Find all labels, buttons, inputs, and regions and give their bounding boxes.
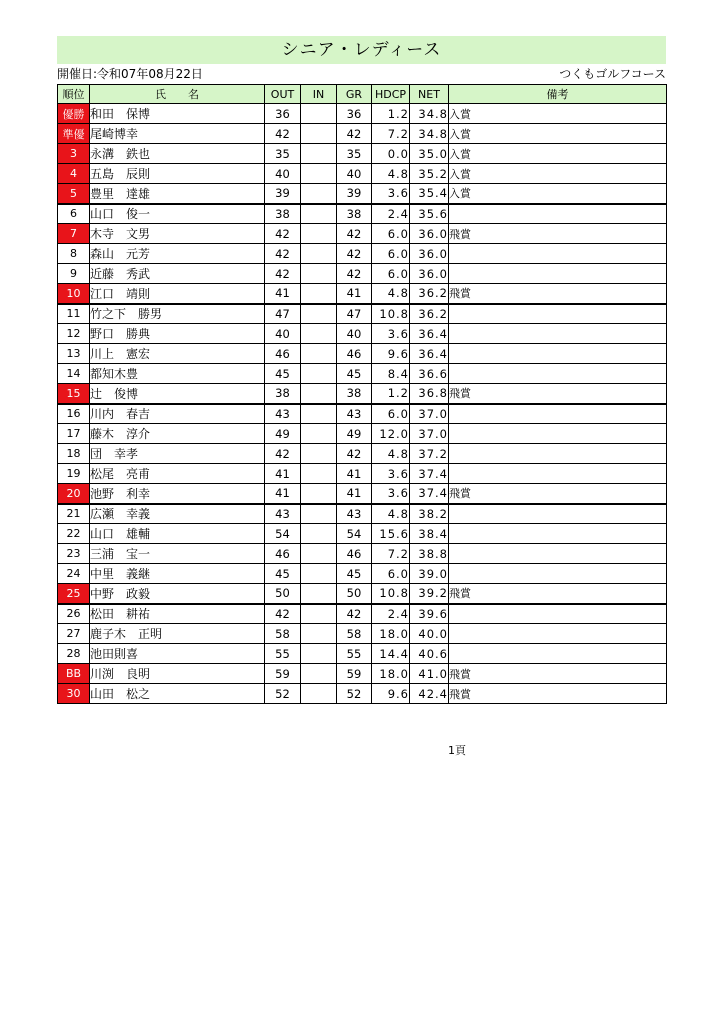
handicap-cell: 18.0 <box>372 664 410 684</box>
gross-score-cell: 42 <box>337 264 372 284</box>
handicap-cell: 4.8 <box>372 504 410 524</box>
out-score-cell: 40 <box>265 324 301 344</box>
in-score-cell <box>301 144 337 164</box>
player-name-cell: 竹之下 勝男 <box>90 304 265 324</box>
rank-cell: 25 <box>58 584 90 604</box>
note-cell <box>449 624 667 644</box>
net-score-cell: 39.2 <box>410 584 449 604</box>
player-name-cell: 豊里 達雄 <box>90 184 265 204</box>
in-score-cell <box>301 684 337 704</box>
handicap-cell: 7.2 <box>372 544 410 564</box>
table-row <box>58 584 667 604</box>
handicap-cell: 6.0 <box>372 244 410 264</box>
table-row <box>58 504 667 524</box>
handicap-cell: 6.0 <box>372 404 410 424</box>
note-cell: 飛賞 <box>449 584 667 604</box>
out-score-cell: 41 <box>265 284 301 304</box>
player-name-cell: 山口 雄輔 <box>90 524 265 544</box>
gross-score-cell: 58 <box>337 624 372 644</box>
net-score-cell: 40.6 <box>410 644 449 664</box>
in-score-cell <box>301 544 337 564</box>
out-score-cell: 45 <box>265 364 301 384</box>
in-score-cell <box>301 204 337 224</box>
note-cell: 飛賞 <box>449 684 667 704</box>
net-score-cell: 35.0 <box>410 144 449 164</box>
table-row <box>58 224 667 244</box>
out-score-cell: 35 <box>265 144 301 164</box>
in-score-cell <box>301 344 337 364</box>
net-score-cell: 37.4 <box>410 484 449 504</box>
out-score-cell: 41 <box>265 464 301 484</box>
table-row <box>58 664 667 684</box>
table-row <box>58 104 667 124</box>
rank-cell: 28 <box>58 644 90 664</box>
page-title: シニア・レディース <box>57 36 666 64</box>
player-name-cell: 川内 春吉 <box>90 404 265 424</box>
handicap-cell: 3.6 <box>372 324 410 344</box>
rank-cell: 3 <box>58 144 90 164</box>
in-score-cell <box>301 224 337 244</box>
player-name-cell: 五島 辰則 <box>90 164 265 184</box>
note-cell: 飛賞 <box>449 224 667 244</box>
net-score-cell: 36.0 <box>410 264 449 284</box>
gross-score-cell: 50 <box>337 584 372 604</box>
in-score-cell <box>301 184 337 204</box>
net-score-cell: 35.2 <box>410 164 449 184</box>
gross-score-cell: 36 <box>337 104 372 124</box>
in-score-cell <box>301 324 337 344</box>
player-name-cell: 藤木 淳介 <box>90 424 265 444</box>
handicap-cell: 9.6 <box>372 684 410 704</box>
note-cell <box>449 204 667 224</box>
gross-score-cell: 42 <box>337 244 372 264</box>
player-name-cell: 中野 政毅 <box>90 584 265 604</box>
out-score-cell: 46 <box>265 544 301 564</box>
rank-cell: 24 <box>58 564 90 584</box>
rank-cell: 6 <box>58 204 90 224</box>
handicap-cell: 3.6 <box>372 184 410 204</box>
table-row <box>58 264 667 284</box>
player-name-cell: 尾崎博幸 <box>90 124 265 144</box>
in-score-cell <box>301 284 337 304</box>
handicap-cell: 9.6 <box>372 344 410 364</box>
gross-score-cell: 40 <box>337 164 372 184</box>
in-score-cell <box>301 644 337 664</box>
gross-score-cell: 39 <box>337 184 372 204</box>
out-score-cell: 38 <box>265 204 301 224</box>
rank-cell: 準優 <box>58 124 90 144</box>
note-cell <box>449 424 667 444</box>
gross-score-cell: 49 <box>337 424 372 444</box>
note-cell <box>449 444 667 464</box>
note-cell <box>449 344 667 364</box>
in-score-cell <box>301 464 337 484</box>
note-cell <box>449 364 667 384</box>
in-score-cell <box>301 664 337 684</box>
handicap-cell: 1.2 <box>372 104 410 124</box>
note-cell: 入賞 <box>449 104 667 124</box>
rank-cell: 10 <box>58 284 90 304</box>
rank-cell: 16 <box>58 404 90 424</box>
player-name-cell: 木寺 文男 <box>90 224 265 244</box>
table-row <box>58 244 667 264</box>
handicap-cell: 8.4 <box>372 364 410 384</box>
rank-cell: 優勝 <box>58 104 90 124</box>
header-rank: 順位 <box>58 85 90 104</box>
rank-cell: 30 <box>58 684 90 704</box>
gross-score-cell: 54 <box>337 524 372 544</box>
player-name-cell: 中里 義継 <box>90 564 265 584</box>
net-score-cell: 36.0 <box>410 224 449 244</box>
out-score-cell: 58 <box>265 624 301 644</box>
player-name-cell: 川上 憲宏 <box>90 344 265 364</box>
net-score-cell: 38.4 <box>410 524 449 544</box>
note-cell: 入賞 <box>449 124 667 144</box>
note-cell: 飛賞 <box>449 484 667 504</box>
handicap-cell: 14.4 <box>372 644 410 664</box>
out-score-cell: 54 <box>265 524 301 544</box>
in-score-cell <box>301 404 337 424</box>
gross-score-cell: 40 <box>337 324 372 344</box>
gross-score-cell: 41 <box>337 464 372 484</box>
table-row <box>58 344 667 364</box>
table-row <box>58 464 667 484</box>
net-score-cell: 37.0 <box>410 424 449 444</box>
note-cell <box>449 524 667 544</box>
rank-cell: 15 <box>58 384 90 404</box>
in-score-cell <box>301 244 337 264</box>
gross-score-cell: 46 <box>337 544 372 564</box>
player-name-cell: 松尾 亮甫 <box>90 464 265 484</box>
net-score-cell: 39.6 <box>410 604 449 624</box>
gross-score-cell: 45 <box>337 364 372 384</box>
handicap-cell: 3.6 <box>372 484 410 504</box>
table-row <box>58 424 667 444</box>
table-row <box>58 524 667 544</box>
table-row <box>58 564 667 584</box>
rank-cell: 13 <box>58 344 90 364</box>
player-name-cell: 三浦 宝一 <box>90 544 265 564</box>
gross-score-cell: 52 <box>337 684 372 704</box>
in-score-cell <box>301 584 337 604</box>
note-cell: 飛賞 <box>449 284 667 304</box>
handicap-cell: 2.4 <box>372 204 410 224</box>
in-score-cell <box>301 424 337 444</box>
gross-score-cell: 41 <box>337 284 372 304</box>
note-cell <box>449 304 667 324</box>
player-name-cell: 森山 元芳 <box>90 244 265 264</box>
player-name-cell: 江口 靖則 <box>90 284 265 304</box>
note-cell <box>449 504 667 524</box>
handicap-cell: 18.0 <box>372 624 410 644</box>
out-score-cell: 46 <box>265 344 301 364</box>
gross-score-cell: 41 <box>337 484 372 504</box>
table-row <box>58 164 667 184</box>
handicap-cell: 2.4 <box>372 604 410 624</box>
net-score-cell: 36.2 <box>410 304 449 324</box>
rank-cell: 27 <box>58 624 90 644</box>
gross-score-cell: 42 <box>337 444 372 464</box>
note-cell <box>449 324 667 344</box>
handicap-cell: 1.2 <box>372 384 410 404</box>
header-row <box>58 85 667 104</box>
header-note: 備考 <box>449 85 667 104</box>
net-score-cell: 36.4 <box>410 324 449 344</box>
rank-cell: 4 <box>58 164 90 184</box>
table-row <box>58 444 667 464</box>
player-name-cell: 池野 利幸 <box>90 484 265 504</box>
out-score-cell: 40 <box>265 164 301 184</box>
player-name-cell: 川渕 良明 <box>90 664 265 684</box>
note-cell <box>449 464 667 484</box>
gross-score-cell: 43 <box>337 504 372 524</box>
rank-cell: 7 <box>58 224 90 244</box>
note-cell: 飛賞 <box>449 384 667 404</box>
course-name: つくもゴルフコース <box>559 67 666 81</box>
in-score-cell <box>301 104 337 124</box>
out-score-cell: 42 <box>265 124 301 144</box>
handicap-cell: 4.8 <box>372 444 410 464</box>
in-score-cell <box>301 304 337 324</box>
table-row <box>58 604 667 624</box>
note-cell <box>449 264 667 284</box>
rank-cell: 12 <box>58 324 90 344</box>
results-table <box>57 84 667 704</box>
note-cell: 入賞 <box>449 184 667 204</box>
out-score-cell: 45 <box>265 564 301 584</box>
net-score-cell: 36.4 <box>410 344 449 364</box>
out-score-cell: 49 <box>265 424 301 444</box>
out-score-cell: 43 <box>265 404 301 424</box>
gross-score-cell: 38 <box>337 204 372 224</box>
out-score-cell: 59 <box>265 664 301 684</box>
rank-cell: 17 <box>58 424 90 444</box>
rank-cell: 9 <box>58 264 90 284</box>
gross-score-cell: 45 <box>337 564 372 584</box>
player-name-cell: 和田 保博 <box>90 104 265 124</box>
table-row <box>58 304 667 324</box>
out-score-cell: 55 <box>265 644 301 664</box>
net-score-cell: 40.0 <box>410 624 449 644</box>
results-body <box>58 104 667 704</box>
page-number: 1頁 <box>448 744 466 757</box>
header-in: IN <box>301 85 337 104</box>
out-score-cell: 42 <box>265 444 301 464</box>
in-score-cell <box>301 524 337 544</box>
net-score-cell: 36.6 <box>410 364 449 384</box>
rank-cell: 20 <box>58 484 90 504</box>
in-score-cell <box>301 264 337 284</box>
player-name-cell: 松田 耕祐 <box>90 604 265 624</box>
out-score-cell: 36 <box>265 104 301 124</box>
table-row <box>58 204 667 224</box>
net-score-cell: 42.4 <box>410 684 449 704</box>
out-score-cell: 38 <box>265 384 301 404</box>
out-score-cell: 42 <box>265 244 301 264</box>
net-score-cell: 41.0 <box>410 664 449 684</box>
handicap-cell: 15.6 <box>372 524 410 544</box>
player-name-cell: 都知木豊 <box>90 364 265 384</box>
table-row <box>58 284 667 304</box>
out-score-cell: 42 <box>265 224 301 244</box>
gross-score-cell: 38 <box>337 384 372 404</box>
gross-score-cell: 47 <box>337 304 372 324</box>
table-row <box>58 144 667 164</box>
gross-score-cell: 42 <box>337 124 372 144</box>
player-name-cell: 鹿子木 正明 <box>90 624 265 644</box>
out-score-cell: 50 <box>265 584 301 604</box>
note-cell <box>449 644 667 664</box>
header-net: NET <box>410 85 449 104</box>
in-score-cell <box>301 484 337 504</box>
table-row <box>58 124 667 144</box>
player-name-cell: 池田則喜 <box>90 644 265 664</box>
rank-cell: 21 <box>58 504 90 524</box>
handicap-cell: 10.8 <box>372 584 410 604</box>
note-cell <box>449 604 667 624</box>
out-score-cell: 41 <box>265 484 301 504</box>
table-row <box>58 404 667 424</box>
handicap-cell: 6.0 <box>372 224 410 244</box>
gross-score-cell: 59 <box>337 664 372 684</box>
player-name-cell: 広瀬 幸義 <box>90 504 265 524</box>
note-cell <box>449 244 667 264</box>
rank-cell: 5 <box>58 184 90 204</box>
handicap-cell: 3.6 <box>372 464 410 484</box>
rank-cell: 26 <box>58 604 90 624</box>
rank-cell: 11 <box>58 304 90 324</box>
gross-score-cell: 35 <box>337 144 372 164</box>
rank-cell: 14 <box>58 364 90 384</box>
net-score-cell: 34.8 <box>410 104 449 124</box>
table-row <box>58 644 667 664</box>
note-cell: 入賞 <box>449 144 667 164</box>
note-cell: 飛賞 <box>449 664 667 684</box>
in-score-cell <box>301 164 337 184</box>
in-score-cell <box>301 124 337 144</box>
note-cell: 入賞 <box>449 164 667 184</box>
handicap-cell: 12.0 <box>372 424 410 444</box>
player-name-cell: 野口 勝典 <box>90 324 265 344</box>
gross-score-cell: 43 <box>337 404 372 424</box>
out-score-cell: 47 <box>265 304 301 324</box>
handicap-cell: 6.0 <box>372 264 410 284</box>
rank-cell: BB <box>58 664 90 684</box>
handicap-cell: 4.8 <box>372 284 410 304</box>
net-score-cell: 39.0 <box>410 564 449 584</box>
table-row <box>58 364 667 384</box>
in-score-cell <box>301 564 337 584</box>
net-score-cell: 37.4 <box>410 464 449 484</box>
rank-cell: 19 <box>58 464 90 484</box>
event-date: 開催日:令和07年08月22日 <box>57 67 203 81</box>
handicap-cell: 0.0 <box>372 144 410 164</box>
table-row <box>58 484 667 504</box>
note-cell <box>449 404 667 424</box>
table-row <box>58 324 667 344</box>
gross-score-cell: 46 <box>337 344 372 364</box>
gross-score-cell: 55 <box>337 644 372 664</box>
net-score-cell: 38.8 <box>410 544 449 564</box>
header-hdcp: HDCP <box>372 85 410 104</box>
in-score-cell <box>301 364 337 384</box>
handicap-cell: 7.2 <box>372 124 410 144</box>
table-row <box>58 384 667 404</box>
player-name-cell: 永溝 鉄也 <box>90 144 265 164</box>
player-name-cell: 辻 俊博 <box>90 384 265 404</box>
rank-cell: 18 <box>58 444 90 464</box>
net-score-cell: 37.0 <box>410 404 449 424</box>
table-row <box>58 544 667 564</box>
handicap-cell: 4.8 <box>372 164 410 184</box>
net-score-cell: 35.4 <box>410 184 449 204</box>
gross-score-cell: 42 <box>337 604 372 624</box>
in-score-cell <box>301 604 337 624</box>
player-name-cell: 近藤 秀武 <box>90 264 265 284</box>
rank-cell: 22 <box>58 524 90 544</box>
header-out: OUT <box>265 85 301 104</box>
handicap-cell: 10.8 <box>372 304 410 324</box>
out-score-cell: 43 <box>265 504 301 524</box>
in-score-cell <box>301 624 337 644</box>
table-row <box>58 184 667 204</box>
out-score-cell: 42 <box>265 604 301 624</box>
player-name-cell: 山口 俊一 <box>90 204 265 224</box>
net-score-cell: 37.2 <box>410 444 449 464</box>
header-name: 氏 名 <box>90 85 265 104</box>
player-name-cell: 団 幸孝 <box>90 444 265 464</box>
in-score-cell <box>301 444 337 464</box>
header-gr: GR <box>337 85 372 104</box>
in-score-cell <box>301 504 337 524</box>
net-score-cell: 36.2 <box>410 284 449 304</box>
net-score-cell: 36.8 <box>410 384 449 404</box>
table-row <box>58 624 667 644</box>
net-score-cell: 36.0 <box>410 244 449 264</box>
in-score-cell <box>301 384 337 404</box>
note-cell <box>449 544 667 564</box>
net-score-cell: 35.6 <box>410 204 449 224</box>
table-row <box>58 684 667 704</box>
out-score-cell: 39 <box>265 184 301 204</box>
rank-cell: 23 <box>58 544 90 564</box>
player-name-cell: 山田 松之 <box>90 684 265 704</box>
handicap-cell: 6.0 <box>372 564 410 584</box>
rank-cell: 8 <box>58 244 90 264</box>
out-score-cell: 52 <box>265 684 301 704</box>
net-score-cell: 38.2 <box>410 504 449 524</box>
net-score-cell: 34.8 <box>410 124 449 144</box>
gross-score-cell: 42 <box>337 224 372 244</box>
out-score-cell: 42 <box>265 264 301 284</box>
note-cell <box>449 564 667 584</box>
